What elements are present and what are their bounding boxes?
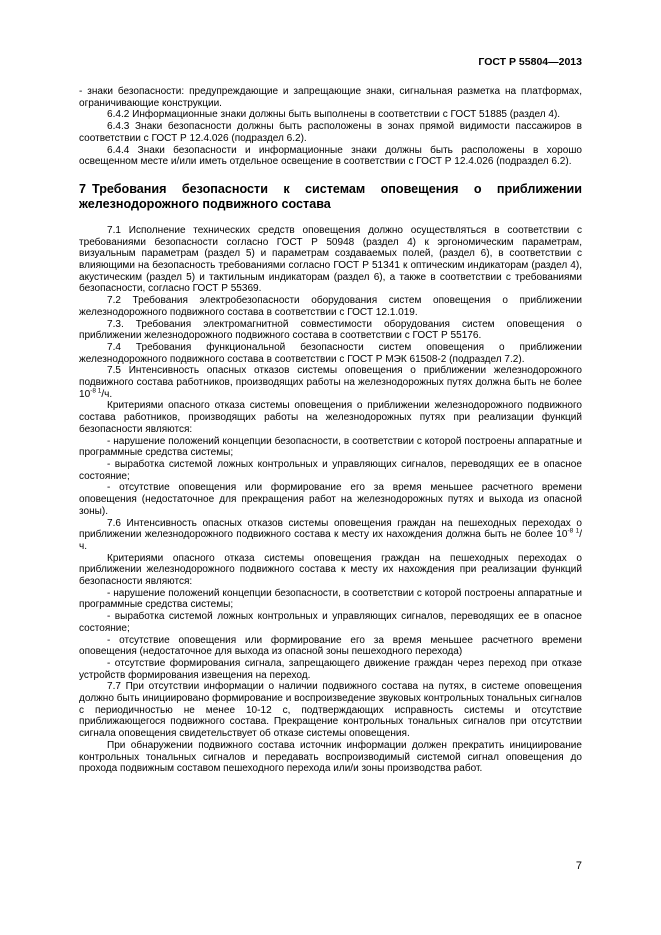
criteria-citizens-item: - выработка системой ложных контрольных и управляющих сигналов, переводящих ее в опасное состояние; [79,611,582,634]
paragraph-7-6-text: 7.6 Интенсивность опасных отказов системы оповещения граждан на пешеходных переходах о приближении железнодорожного подвижного состава к месту их нахождения должна быть не более 10 [79,517,582,541]
page-content [79,86,582,775]
paragraph-7-6 [79,518,582,553]
document-code: ГОСТ Р 55804—2013 [478,56,582,68]
criteria-workers-item: - выработка системой ложных контрольных и управляющих сигналов, переводящих ее в опасное состояние; [79,458,582,482]
criteria-workers-item: - отсутствие оповещения или формирование его за время меньшее расчетного времени оповещения (недостаточное для прекращения работ на железнодорожных путях и выхода из опасной зоны). [79,482,582,517]
criteria-citizens-intro: Критериями опасного отказа системы оповещения граждан на пешеходных переходах о приближении железнодорожного подвижного состава к месту их нахождения при реализации функций безопасности являются: [79,552,582,588]
paragraph-7-4: 7.4 Требования функциональной безопасности систем оповещения о приближении железнодорожного подвижного состава в соответствии с ГОСТ Р МЭК 61508-2 (подраздел 7.2). [79,341,582,365]
criteria-citizens-item: - отсутствие формирования сигнала, запрещающего движение граждан через переход при отказе устройств формирования извещения на переход. [79,657,582,681]
paragraph-7-7: 7.7 При отсутствии информации о наличии подвижного состава на путях, в системе оповещения должно быть инициировано формирование и воспроизведение звуковых контрольных тональных сигналов с периодичностью не менее 10-12 с, подтверждающих исправность системы и отсутствие приближающегося подвижного состава. Прекращение контрольных тональных сигналов при отсутствии сигнала оповещения свидетельствует об отказе системы оповещения. [79,681,582,740]
section-7-heading [79,182,582,213]
criteria-citizens-item: - отсутствие оповещения или формирование его за время меньшее расчетного времени оповещения (недостаточное для выхода из опасной зоны пешеходного перехода) [79,634,582,658]
paragraph-7-5-exponent: -8 1 [90,387,102,395]
paragraph-final: При обнаружении подвижного состава источник информации должен прекратить инициирование контрольных тональных сигналов и передавать воспроизводимый системой сигнал оповещения до прохода подвижным составом пешеходного перехода или/и зоны производства работ. [79,739,582,775]
section-7-title: Требования безопасности к системам оповещения о приближении железнодорожного подвижного состава [79,181,582,212]
paragraph-6-4-3: 6.4.3 Знаки безопасности должны быть расположены в зонах прямой видимости пассажиров в соответствии с ГОСТ Р 12.4.026 (подраздел 6.2). [79,121,582,144]
criteria-workers-intro: Критериями опасного отказа системы оповещения о приближении железнодорожного подвижного состава работников, производящих работы на железнодорожных путях при реализации функций безопасности являются: [79,400,582,435]
paragraph-6-4-4: 6.4.4 Знаки безопасности и информационные знаки должны быть расположены в хорошо освещенном месте и/или иметь отдельное освещение в соответствии с ГОСТ Р 12.4.026 (подраздел 6.2). [79,144,582,168]
paragraph-7-5-unit: /ч. [101,388,113,400]
criteria-citizens-item: - нарушение положений концепции безопасности, в соответствии с которой построены аппаратные и программные средства системы; [79,587,582,611]
paragraph-safety-signs: - знаки безопасности: предупреждающие и запрещающие знаки, сигнальная разметка на платформах, ограничивающие конструкции. [79,86,582,109]
paragraph-7-1: 7.1 Исполнение технических средств оповещения должно осуществляться в соответствии с требованиями безопасности согласно ГОСТ Р 50948 (раздел 4) к эргономическим параметрам, визуальным параметрам (раздел 5) и параметрам создаваемых полей, (раздел 6), в соответствии с влияющими на безопасность требованиями согласно ГОСТ Р 51341 к оптическим индикаторам (раздел 4), акустическим (раздел 5) и тактильным индикаторам (раздел 6), а также в соответствии с требованиями безопасности, согласно ГОСТ Р 55369. [79,224,582,295]
paragraph-7-3: 7.3. Требования электромагнитной совместимости оборудования систем оповещения о приближении железнодорожного подвижного состава в соответствии с ГОСТ Р 55176. [79,318,582,342]
paragraph-7-2: 7.2 Требования электробезопасности оборудования систем оповещения о приближении железнодорожного подвижного состава в соответствии с ГОСТ 12.1.019. [79,295,582,318]
page-number: 7 [575,860,582,872]
paragraph-7-5 [79,365,582,400]
paragraph-7-6-exponent: -8 1 [567,527,580,535]
paragraph-6-4-2: 6.4.2 Информационные знаки должны быть выполнены в соответствии с ГОСТ 51885 (раздел 4). [107,109,561,121]
criteria-workers-item: - нарушение положений концепции безопасности, в соответствии с которой построены аппаратные и программные средства системы; [79,435,582,459]
paragraph-7-5-text: 7.5 Интенсивность опасных отказов системы оповещения о приближении железнодорожного подвижного состава работников, производящих работы на железнодорожных путях должна быть не более 10 [79,365,582,400]
section-7-number: 7 [79,181,87,196]
paragraph-7-6-unit: /ч. [79,529,582,552]
